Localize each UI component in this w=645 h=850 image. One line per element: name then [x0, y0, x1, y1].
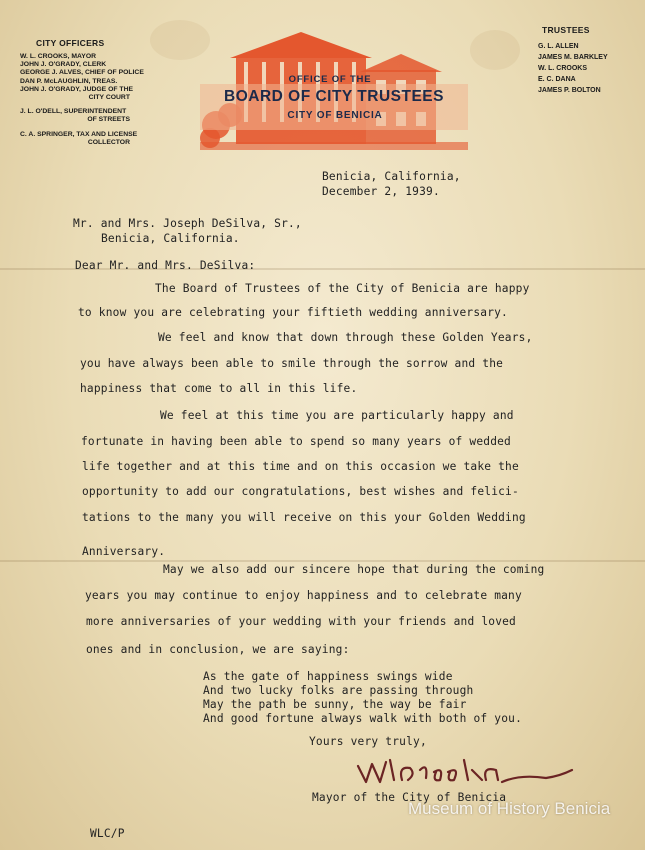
officer-row: CITY COURT — [88, 94, 130, 102]
trustee-row: E. C. DANA — [538, 76, 576, 83]
verse-line: May the path be sunny, the way be fair — [203, 698, 467, 711]
verse-line: And good fortune always walk with both of you. — [203, 712, 523, 725]
fold-line — [0, 560, 645, 562]
museum-watermark: Museum of History Benicia — [408, 799, 611, 818]
body-line: We feel at this time you are particularly happy and — [160, 409, 514, 422]
body-line: years you may continue to enjoy happiness and to celebrate many — [85, 589, 522, 602]
trustee-row: JAMES P. BOLTON — [538, 87, 601, 94]
body-line: happiness that come to all in this life. — [80, 382, 358, 395]
recipient-address: Benicia, California. — [101, 232, 240, 245]
letterhead-logo — [200, 30, 468, 150]
typist-initials: WLC/P — [90, 827, 125, 840]
trustees-list — [538, 25, 638, 96]
verse-line: As the gate of happiness swings wide — [203, 670, 453, 683]
body-line: May we also add our sincere hope that during the coming — [163, 563, 545, 576]
officer-row: J. L. O'DELL, SUPERINTENDENT — [20, 108, 127, 116]
city-officers-list — [20, 38, 200, 147]
body-line: tations to the many you will receive on this your Golden Wedding — [82, 511, 526, 524]
body-line: to know you are celebrating your fiftieth wedding anniversary. — [78, 306, 508, 319]
officer-row: JOHN J. O'GRADY, CLERK — [20, 61, 107, 69]
trustee-row: JAMES M. BARKLEY — [538, 54, 608, 61]
letterhead-city: CITY OF BENICIA — [287, 110, 383, 121]
trustee-row: W. L. CROOKS — [538, 65, 587, 72]
body-line: life together and at this time and on this occasion we take the — [82, 460, 519, 473]
officer-row: GEORGE J. ALVES, CHIEF OF POLICE — [20, 69, 144, 77]
officers-heading: CITY OFFICERS — [36, 38, 105, 48]
salutation: Dear Mr. and Mrs. DeSilva: — [75, 259, 256, 272]
letterhead-board-title: BOARD OF CITY TRUSTEES — [224, 88, 444, 105]
body-line: ones and in conclusion, we are saying: — [86, 643, 350, 656]
closing: Yours very truly, — [309, 735, 427, 748]
body-line: more anniversaries of your wedding with your friends and loved — [86, 615, 516, 628]
officer-row: DAN P. McLAUGHLIN, TREAS. — [20, 77, 118, 85]
letter-place: Benicia, California, — [322, 170, 461, 183]
letterhead-office-of: OFFICE OF THE — [288, 74, 372, 85]
trustees-heading: TRUSTEES — [542, 25, 590, 35]
officer-row: OF STREETS — [87, 116, 130, 124]
verse-line: And two lucky folks are passing through — [203, 684, 474, 697]
body-line: The Board of Trustees of the City of Benicia are happy — [155, 282, 530, 295]
recipient-name: Mr. and Mrs. Joseph DeSilva, Sr., — [73, 217, 302, 230]
body-line: Anniversary. — [82, 545, 166, 558]
letter-date: December 2, 1939. — [322, 185, 440, 198]
body-line: you have always been able to smile through the sorrow and the — [80, 357, 504, 370]
officer-row: JOHN J. O'GRADY, JUDGE OF THE — [20, 85, 134, 93]
signer-title: Mayor of the City of Benicia — [312, 791, 507, 804]
body-line: fortunate in having been able to spend so many years of wedded — [81, 435, 511, 448]
paper-stain — [470, 30, 520, 70]
body-line: We feel and know that down through these Golden Years, — [158, 331, 533, 344]
officer-row: C. A. SPRINGER, TAX AND LICENSE — [20, 130, 138, 138]
officer-row: W. L. CROOKS, MAYOR — [20, 53, 97, 60]
trustee-row: G. L. ALLEN — [538, 43, 579, 50]
officer-row: COLLECTOR — [87, 138, 130, 146]
handwritten-signature — [350, 752, 580, 792]
body-line: opportunity to add our congratulations, best wishes and felici- — [82, 485, 519, 498]
